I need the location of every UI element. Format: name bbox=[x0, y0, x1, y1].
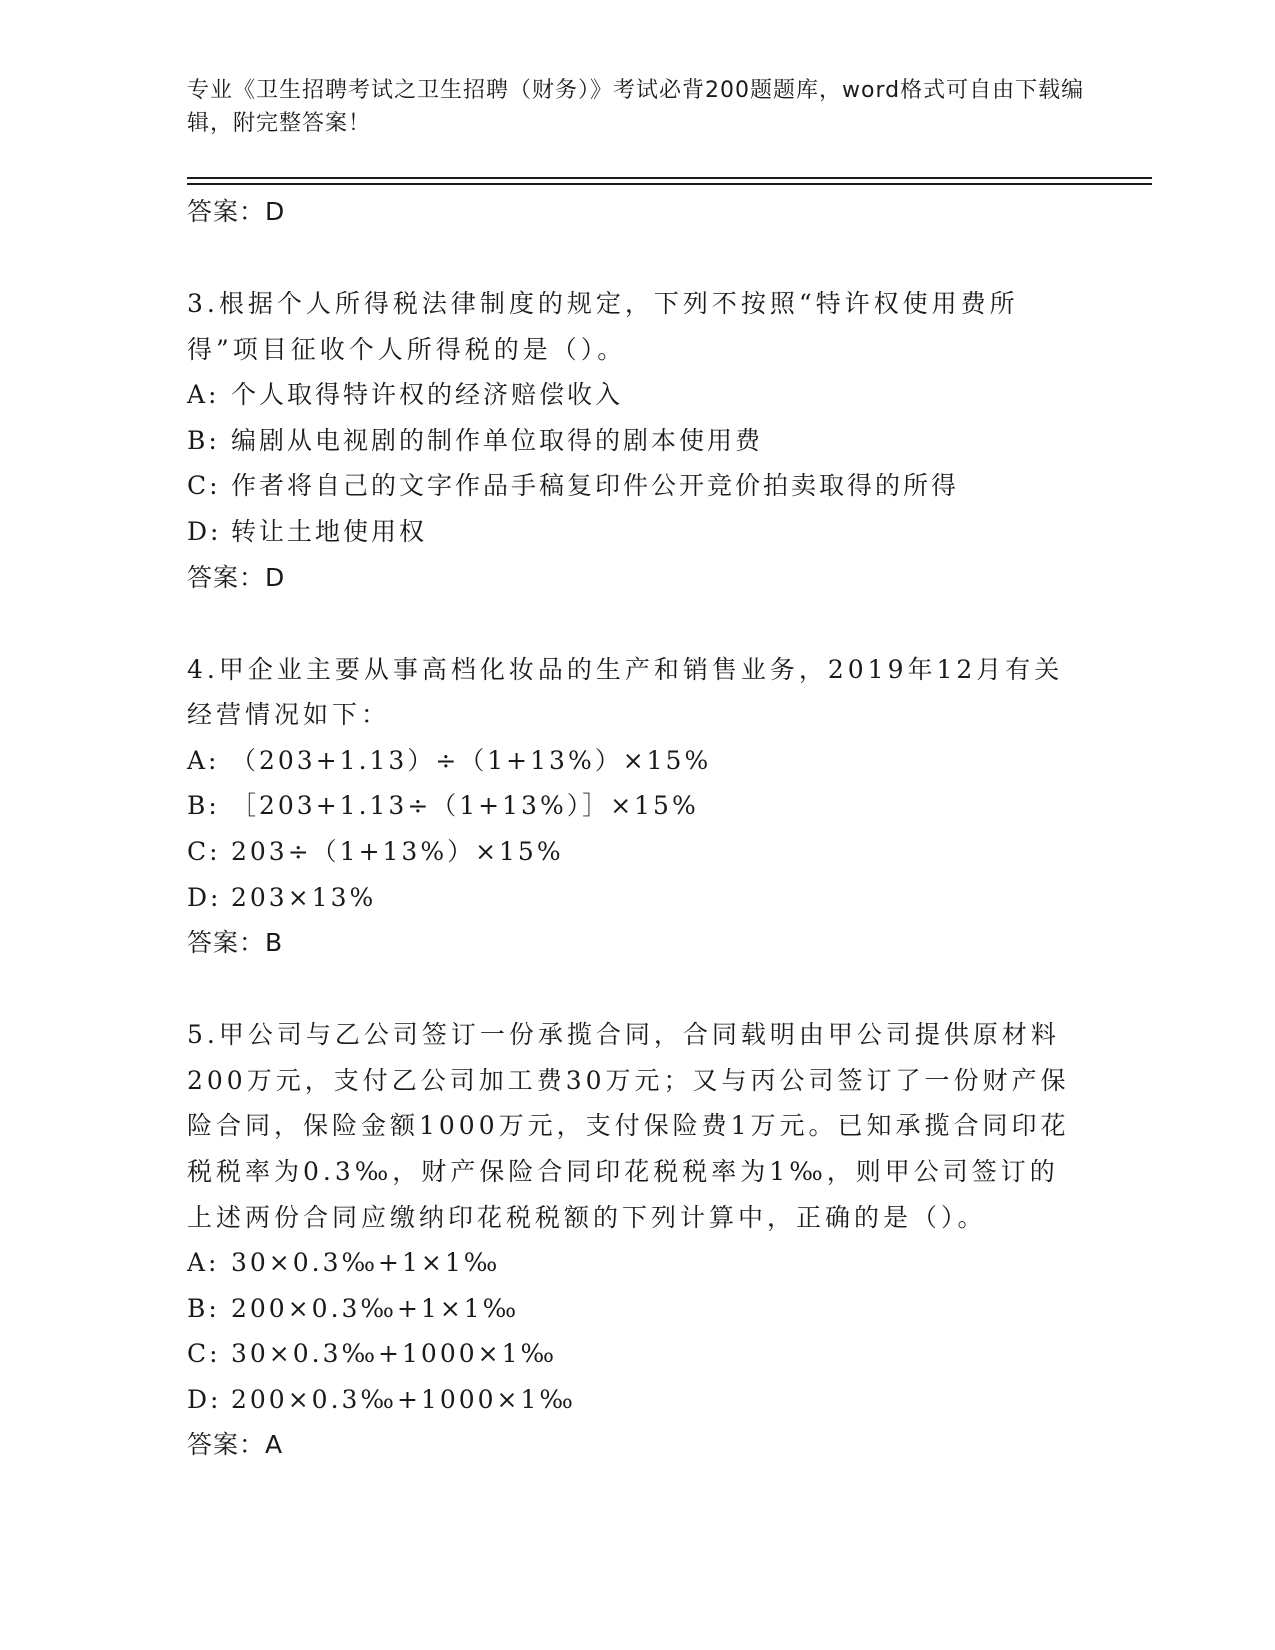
option-text: 作者将自己的文字作品手稿复印件公开竞价拍卖取得的所得 bbox=[231, 471, 960, 501]
option-text: ［203+1.13÷（1+13%）］×15% bbox=[231, 791, 699, 821]
option-label: D: bbox=[187, 882, 222, 912]
option-label: C: bbox=[187, 1339, 221, 1369]
option-text: 200×0.3‰+1×1‰ bbox=[231, 1293, 520, 1323]
answer-line: 答案：A bbox=[187, 1430, 284, 1460]
document-header: 专业《卫生招聘考试之卫生招聘（财务）》考试必背200题题库，word格式可自由下载编辑，附完整答案！ bbox=[187, 78, 1085, 136]
question-stem: 5.甲公司与乙公司签订一份承揽合同，合同载明由甲公司提供原材料200万元，支付乙公司加工费30万元；又与丙公司签订了一份财产保险合同，保险金额1000万元，支付保险费1万元。已知承揽合同印花税税率为0.3‰，财产保险合同印花税税率为1‰，则甲公司签订的上述两份合同应缴纳印花税税额的下列计算中，正确的是（）。 bbox=[187, 1020, 1070, 1232]
option-label: D: bbox=[187, 516, 222, 546]
question-stem: 4.甲企业主要从事高档化妆品的生产和销售业务，2019年12月有关经营情况如下： bbox=[187, 654, 1064, 730]
option-label: B: bbox=[187, 425, 220, 455]
option-text: 203÷（1+13%）×15% bbox=[231, 836, 564, 866]
option-text: 30×0.3‰+1000×1‰ bbox=[231, 1339, 558, 1369]
header-rule-bottom bbox=[187, 183, 1152, 185]
option-d bbox=[187, 875, 1087, 921]
option-label: C: bbox=[187, 471, 221, 501]
option-label: A: bbox=[187, 1248, 220, 1278]
option-text: 个人取得特许权的经济赔偿收入 bbox=[231, 380, 624, 410]
option-text: 30×0.3‰+1×1‰ bbox=[231, 1248, 501, 1278]
answer-line: 答案：D bbox=[187, 562, 286, 592]
option-c bbox=[187, 1331, 1087, 1377]
option-text: 编剧从电视剧的制作单位取得的剧本使用费 bbox=[231, 425, 764, 455]
document-body bbox=[187, 189, 1087, 1468]
option-a bbox=[187, 372, 1087, 418]
option-label: B: bbox=[187, 1293, 220, 1323]
option-b bbox=[187, 418, 1087, 464]
question-stem: 3.根据个人所得税法律制度的规定，下列不按照“特许权使用费所得”项目征收个人所得税的是（）。 bbox=[187, 289, 1019, 364]
option-text: 转让土地使用权 bbox=[231, 516, 428, 546]
option-label: B: bbox=[187, 791, 220, 821]
option-b bbox=[187, 783, 1087, 829]
option-text: （203+1.13）÷（1+13%）×15% bbox=[231, 745, 712, 775]
answer-line: 答案：D bbox=[187, 197, 286, 226]
option-c bbox=[187, 463, 1087, 509]
option-a bbox=[187, 1240, 1087, 1286]
option-label: A: bbox=[187, 380, 220, 410]
option-a bbox=[187, 738, 1087, 784]
answer-line: 答案：B bbox=[187, 928, 284, 958]
header-rule-top bbox=[187, 177, 1152, 179]
question-block bbox=[187, 281, 1087, 601]
option-d bbox=[187, 1377, 1087, 1423]
question-block bbox=[187, 647, 1087, 967]
option-c bbox=[187, 829, 1087, 875]
option-b bbox=[187, 1286, 1087, 1332]
option-label: A: bbox=[187, 745, 220, 775]
option-text: 200×0.3‰+1000×1‰ bbox=[231, 1384, 576, 1414]
question-block bbox=[187, 1012, 1087, 1468]
option-label: C: bbox=[187, 836, 221, 866]
option-label: D: bbox=[187, 1384, 222, 1414]
option-text: 203×13% bbox=[231, 882, 377, 912]
option-d bbox=[187, 509, 1087, 555]
